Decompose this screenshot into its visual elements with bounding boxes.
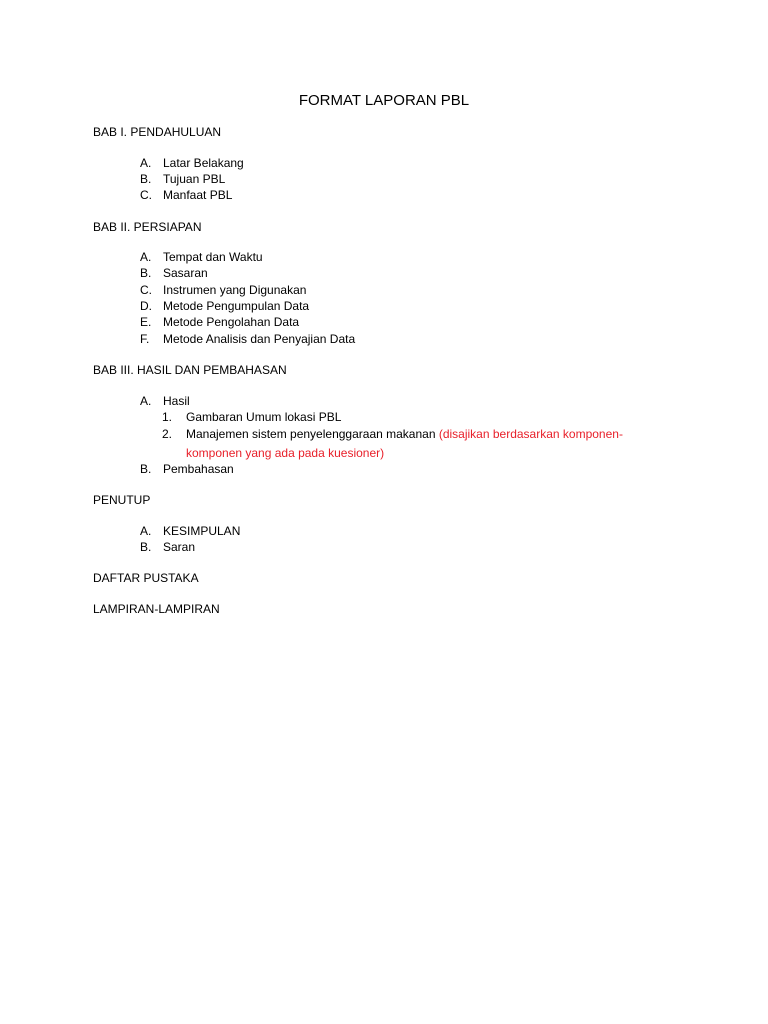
list-item-text: Pembahasan — [163, 462, 234, 476]
sub-list-number: 2. — [162, 427, 173, 441]
list-letter: A. — [140, 250, 152, 264]
list-item-text: Tujuan PBL — [163, 172, 226, 186]
red-note: (disajikan berdasarkan komponen- — [438, 427, 623, 441]
heading-lampiran: LAMPIRAN-LAMPIRAN — [93, 602, 220, 616]
list-item — [140, 282, 306, 298]
list-item-text: Instrumen yang Digunakan — [163, 283, 307, 297]
list-letter: B. — [140, 540, 152, 554]
list-item — [140, 539, 195, 555]
sub-list-number: 1. — [162, 410, 173, 424]
list-letter: D. — [140, 299, 152, 313]
list-letter: B. — [140, 172, 152, 186]
heading-daftar-pustaka: DAFTAR PUSTAKA — [93, 571, 199, 585]
sub-list-item — [162, 409, 341, 425]
list-item-text: Metode Pengumpulan Data — [163, 299, 310, 313]
list-item — [140, 171, 225, 187]
list-item-text: KESIMPULAN — [163, 524, 241, 538]
list-item — [140, 331, 355, 347]
sub-list-item-text: Gambaran Umum lokasi PBL — [186, 410, 342, 424]
heading-bab-2: BAB II. PERSIAPAN — [93, 220, 202, 234]
list-item — [140, 393, 190, 409]
list-item — [140, 265, 208, 281]
list-letter: C. — [140, 188, 152, 202]
list-item — [140, 523, 240, 539]
heading-bab-3: BAB III. HASIL DAN PEMBAHASAN — [93, 363, 287, 377]
list-letter: A. — [140, 524, 152, 538]
list-item-text: Manfaat PBL — [163, 188, 233, 202]
heading-bab-1: BAB I. PENDAHULUAN — [93, 125, 222, 139]
list-item-text: Tempat dan Waktu — [163, 250, 263, 264]
list-letter: A. — [140, 156, 152, 170]
list-item — [140, 314, 299, 330]
list-letter: B. — [140, 266, 152, 280]
list-letter: C. — [140, 283, 152, 297]
heading-penutup: PENUTUP — [93, 493, 151, 507]
sub-list-item-text: Manajemen sistem penyelenggaraan makanan — [186, 427, 436, 441]
list-letter: F. — [140, 332, 150, 346]
list-item — [140, 249, 263, 265]
red-note-continuation: komponen yang ada pada kuesioner) — [186, 446, 385, 460]
list-item-text: Latar Belakang — [163, 156, 244, 170]
sub-list-item — [162, 426, 623, 442]
list-letter: A. — [140, 394, 152, 408]
list-item-text: Metode Pengolahan Data — [163, 315, 300, 329]
list-letter: B. — [140, 462, 152, 476]
list-item-text: Hasil — [163, 394, 190, 408]
list-item-text: Sasaran — [163, 266, 208, 280]
page-title: FORMAT LAPORAN PBL — [298, 92, 470, 109]
list-letter: E. — [140, 315, 152, 329]
list-item — [140, 155, 244, 171]
list-item-text: Metode Analisis dan Penyajian Data — [163, 332, 356, 346]
list-item-text: Saran — [163, 540, 196, 554]
list-item — [140, 298, 309, 314]
list-item — [140, 461, 234, 477]
list-item — [140, 187, 232, 203]
